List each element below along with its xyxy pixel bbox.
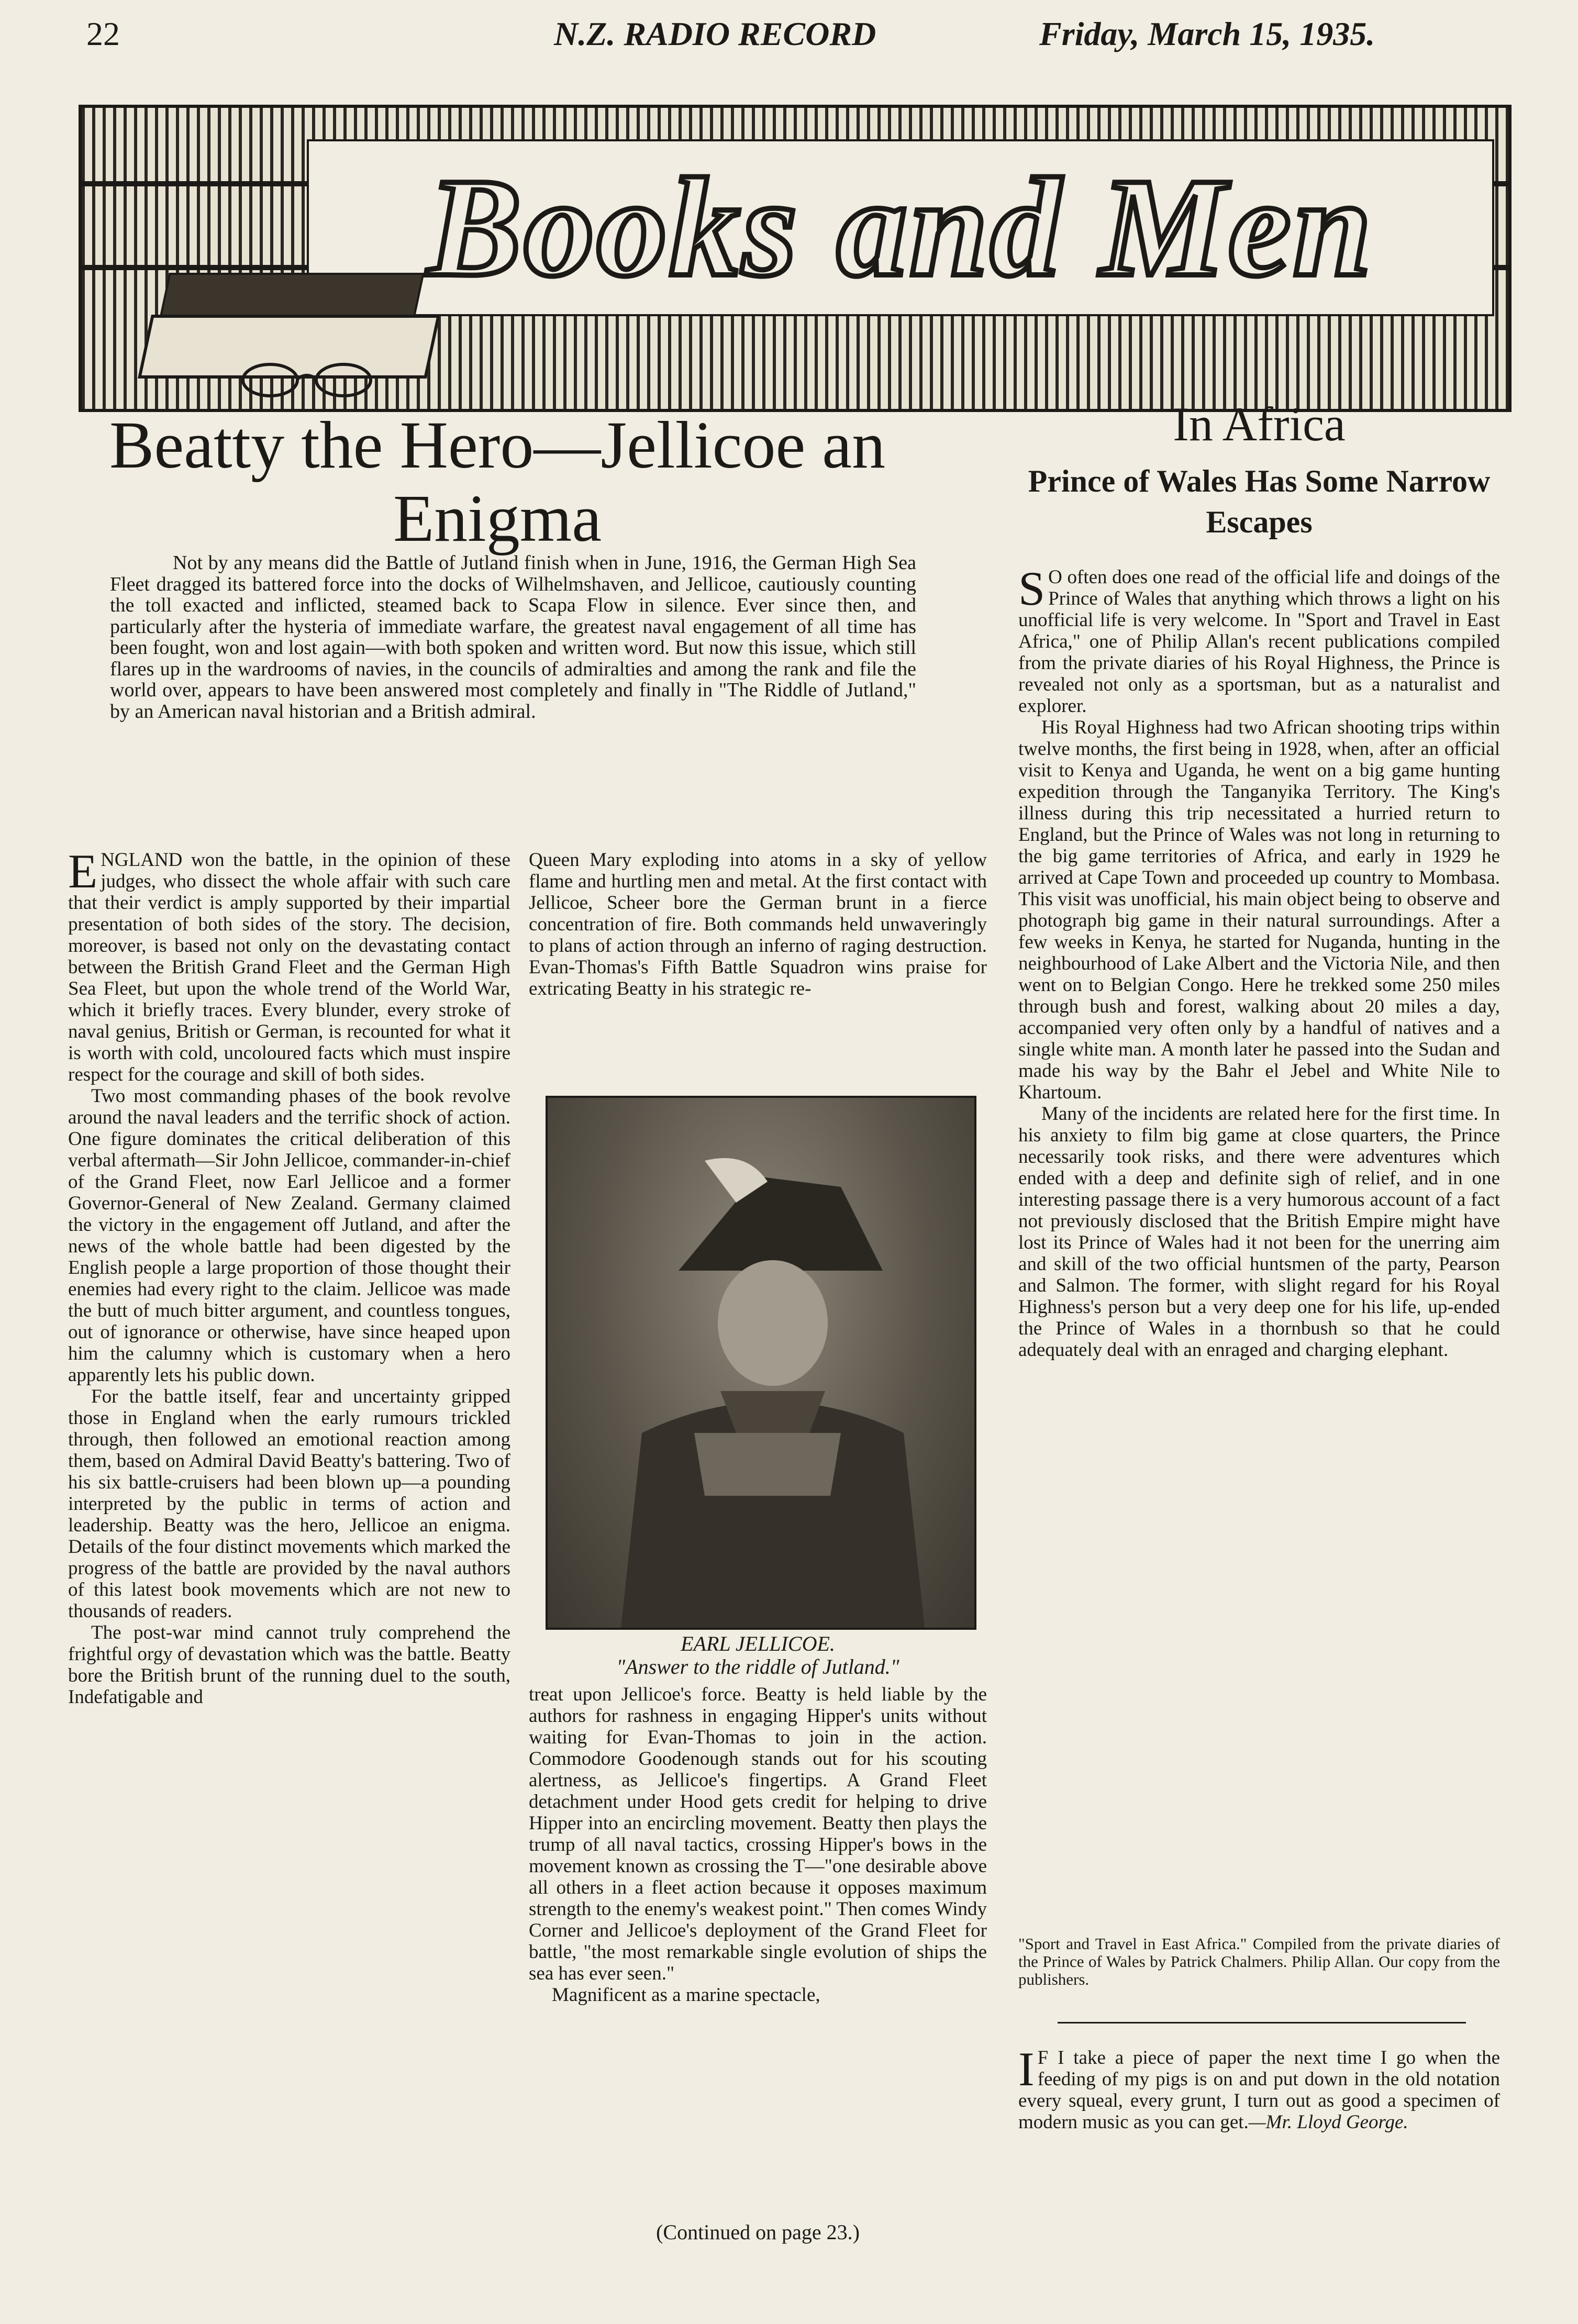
paragraph: The post-war mind cannot truly comprehend the frightful orgy of devastation which was the battle. Beatty bore the British brunt of the running duel to the south, Indefatigable and <box>68 1622 510 1708</box>
spectacles-icon <box>239 359 375 401</box>
earl-jellicoe-portrait <box>546 1096 976 1630</box>
portrait-figure <box>548 1098 974 1628</box>
lloyd-george-quote <box>1018 2042 1500 2133</box>
medals-shape <box>694 1433 841 1496</box>
paragraph: For the battle itself, fear and uncertainty gripped those in England when the early rumours trickled through, then followed an emotional reaction among them, based on Admiral David Beatty's battering. Two of his six battle-cruisers had been blown up—a pounding interpreted by the public in terms of action and leadership. Beatty was the hero, Jellicoe an enigma. Details of the four distinct movements which marked the progress of the battle are provided by the naval authors of this latest book movements which are not new to thousands of readers. <box>68 1386 510 1622</box>
paragraph: O often does one read of the official life and doings of the Prince of Wales that anything which throws a light on his unofficial life is very welcome. In "Sport and Travel in East Africa," one of Philip Allan's recent publications compiled from the private diaries of his Royal Highness, the Prince is revealed not only as a sportsman, but as a naturalist and explorer. <box>1018 566 1500 717</box>
quote-text: F I take a piece of paper the next time I go when the feeding of my pigs is on and put down in the old notation every squeal, every grunt, I turn out as good a specimen of modern music as you can get. <box>1018 2047 1500 2133</box>
drop-cap: I <box>1018 2042 1035 2096</box>
paragraph: His Royal Highness had two African shooting trips within twelve months, the first being in 1928, when, after an official visit to Kenya and Uganda, he went on a big game hunting expedition through the Tanganyika Territory. The King's illness during this trip necessitated a hurried return to England, but the Prince of Wales was not long in returning to the big game territories of Africa, and early in 1929 he arrived at Cape Town and proceeded up country to Mombasa. This visit was unofficial, his main object being to observe and photograph big game in their natural surroundings. After a few weeks in Kenya, he started for Nuganda, hunting in the neighbourhood of Lake Albert and the Victoria Nile, and then went on to Belgian Congo. Here he trekked some 250 miles through bush and forest, walking about 20 miles a day, accompanied very often only by a handful of natives and a single white man. A month later he passed into the Sudan and made his way by the Bahr el Jebel and White Nile to Khartoum. <box>1018 717 1500 1103</box>
books-and-men-banner <box>79 105 1512 412</box>
main-article-column-2-bottom <box>529 1684 987 2006</box>
page-number: 22 <box>86 15 120 52</box>
continued-notice: (Continued on page 23.) <box>656 2220 860 2244</box>
banner-title: Books and Men <box>427 149 1374 306</box>
paragraph: Two most commanding phases of the book revolve around the naval leaders and the terrific shock of action. One figure dominates the critical deliberation of this verbal aftermath—Sir John Jellicoe, commander-in-chief of the Grand Fleet, now Earl Jellicoe and a former Governor-General of New Zealand. Germany claimed the victory in the engagement off Jutland, and after the news of the whole battle had been digested by the English people a large proportion of those thought their enemies had every right to the claim. Jellicoe was made the butt of much bitter argument, and countless tongues, out of ignorance or otherwise, have since heaped upon him the calumny which is customary when a hero apparently lets his public down. <box>68 1085 510 1386</box>
quote-attribution: —Mr. Lloyd George. <box>1248 2111 1408 2133</box>
drop-cap: S <box>1018 562 1046 615</box>
banner-title-band <box>307 139 1494 316</box>
africa-subhead: Prince of Wales Has Some Narrow Escapes <box>1028 464 1491 539</box>
book-review-note: "Sport and Travel in East Africa." Compiled from the private diaries of the Prince of Wales by Patrick Chalmers. Philip Allan. Our copy from the publishers. <box>1018 1934 1500 1988</box>
main-article-column-1 <box>68 844 510 1708</box>
paragraph: treat upon Jellicoe's force. Beatty is held liable by the authors for rashness in engaging Hipper's units without waiting for Evan-Thomas to join in the action. Commodore Goodenough stands out for his scouting alertness, as Jellicoe's fingertips. A Grand Fleet detachment under Hood gets credit for helping to drive Hipper into an encircling movement. Beatty then plays the trump of all naval tactics, crossing Hipper's bows in the movement known as crossing the T—"one desirable above all others in a fleet action because it opposes maximum strength to the enemy's weakest point." Then comes Windy Corner and Jellicoe's deployment of the Grand Fleet for battle, "the most remarkable single evolution of ships the sea has ever seen." <box>529 1684 987 1984</box>
paragraph: Many of the incidents are related here for the first time. In his anxiety to film big game at close quarters, the Prince necessarily took risks, and there were adventures which ended with a deep and definite sigh of relief, and in one interesting passage there is a very humorous account of a fact not previously disclosed that the British Empire might have lost its Prince of Wales had it not been for the unerring aim and skill of the two official huntsmen of the party, Pearson and Salmon. The former, with slight regard for his Royal Highness's person but a very deep one for his life, up-ended the Prince of Wales in a thornbush so that he could adequately deal with an enraged and charging elephant. <box>1018 1103 1500 1361</box>
main-headline: Beatty the Hero—Jellicoe an Enigma <box>109 408 886 555</box>
africa-article-body <box>1018 562 1500 1361</box>
face-shape <box>718 1260 828 1386</box>
main-article-column-2-top <box>529 849 987 999</box>
article-intro: Not by any means did the Battle of Jutland finish when in June, 1916, the German High Sea Fleet dragged its battered force into the docks of Wilhelmshaven, and Jellicoe, cautiously counting the toll exacted and inflicted, steamed back to Scapa Flow in silence. Ever since then, and particularly after the hysteria of immediate warfare, the greatest naval engagement of all time has been fought, won and lost again—with both spoken and written word. But now this issue, which still flares up in the wardrooms of navies, in the councils of admiralties and among the rank and file the world over, appears to have been answered most completely and finally in "The Riddle of Jutland," by an American naval historian and a British admiral. <box>110 552 916 722</box>
caption-text: "Answer to the riddle of Jutland." <box>616 1655 899 1678</box>
drop-cap: E <box>68 844 98 898</box>
section-divider <box>1058 2022 1466 2023</box>
paragraph: Magnificent as a marine spectacle, <box>552 1984 820 2006</box>
photo-caption <box>529 1632 987 1678</box>
paragraph: NGLAND won the battle, in the opinion of these judges, who dissect the whole affair with such care that their verdict is amply supported by their impartial presentation of both sides of the story. The decision, moreover, is based not only on the devastating contact between the British Grand Fleet and the German High Sea Fleet, but upon the whole trend of the World War, which it briefly traces. Every blunder, every stroke of naval genius, British or German, is recounted for what it is worth with cold, uncoloured facts which must inspire respect for the courage and skill of both sides. <box>68 849 510 1085</box>
bicorne-hat-shape <box>679 1176 883 1271</box>
issue-date: Friday, March 15, 1935. <box>1039 15 1375 52</box>
publication-title: N.Z. RADIO RECORD <box>554 15 876 52</box>
collar-shape <box>720 1391 825 1433</box>
africa-headline: In Africa <box>1173 397 1346 451</box>
paragraph: Queen Mary exploding into atoms in a sky of yellow flame and hurtling men and metal. At the first contact with Jellicoe, Scheer bore the German brunt in a fierce concentration of fire. Both commands held unwaveringly to plans of action through an inferno of raging destruction. Evan-Thomas's Fifth Battle Squadron wins praise for extricating Beatty in his strategic re- <box>529 849 987 999</box>
caption-name: EARL JELLICOE. <box>681 1632 835 1655</box>
